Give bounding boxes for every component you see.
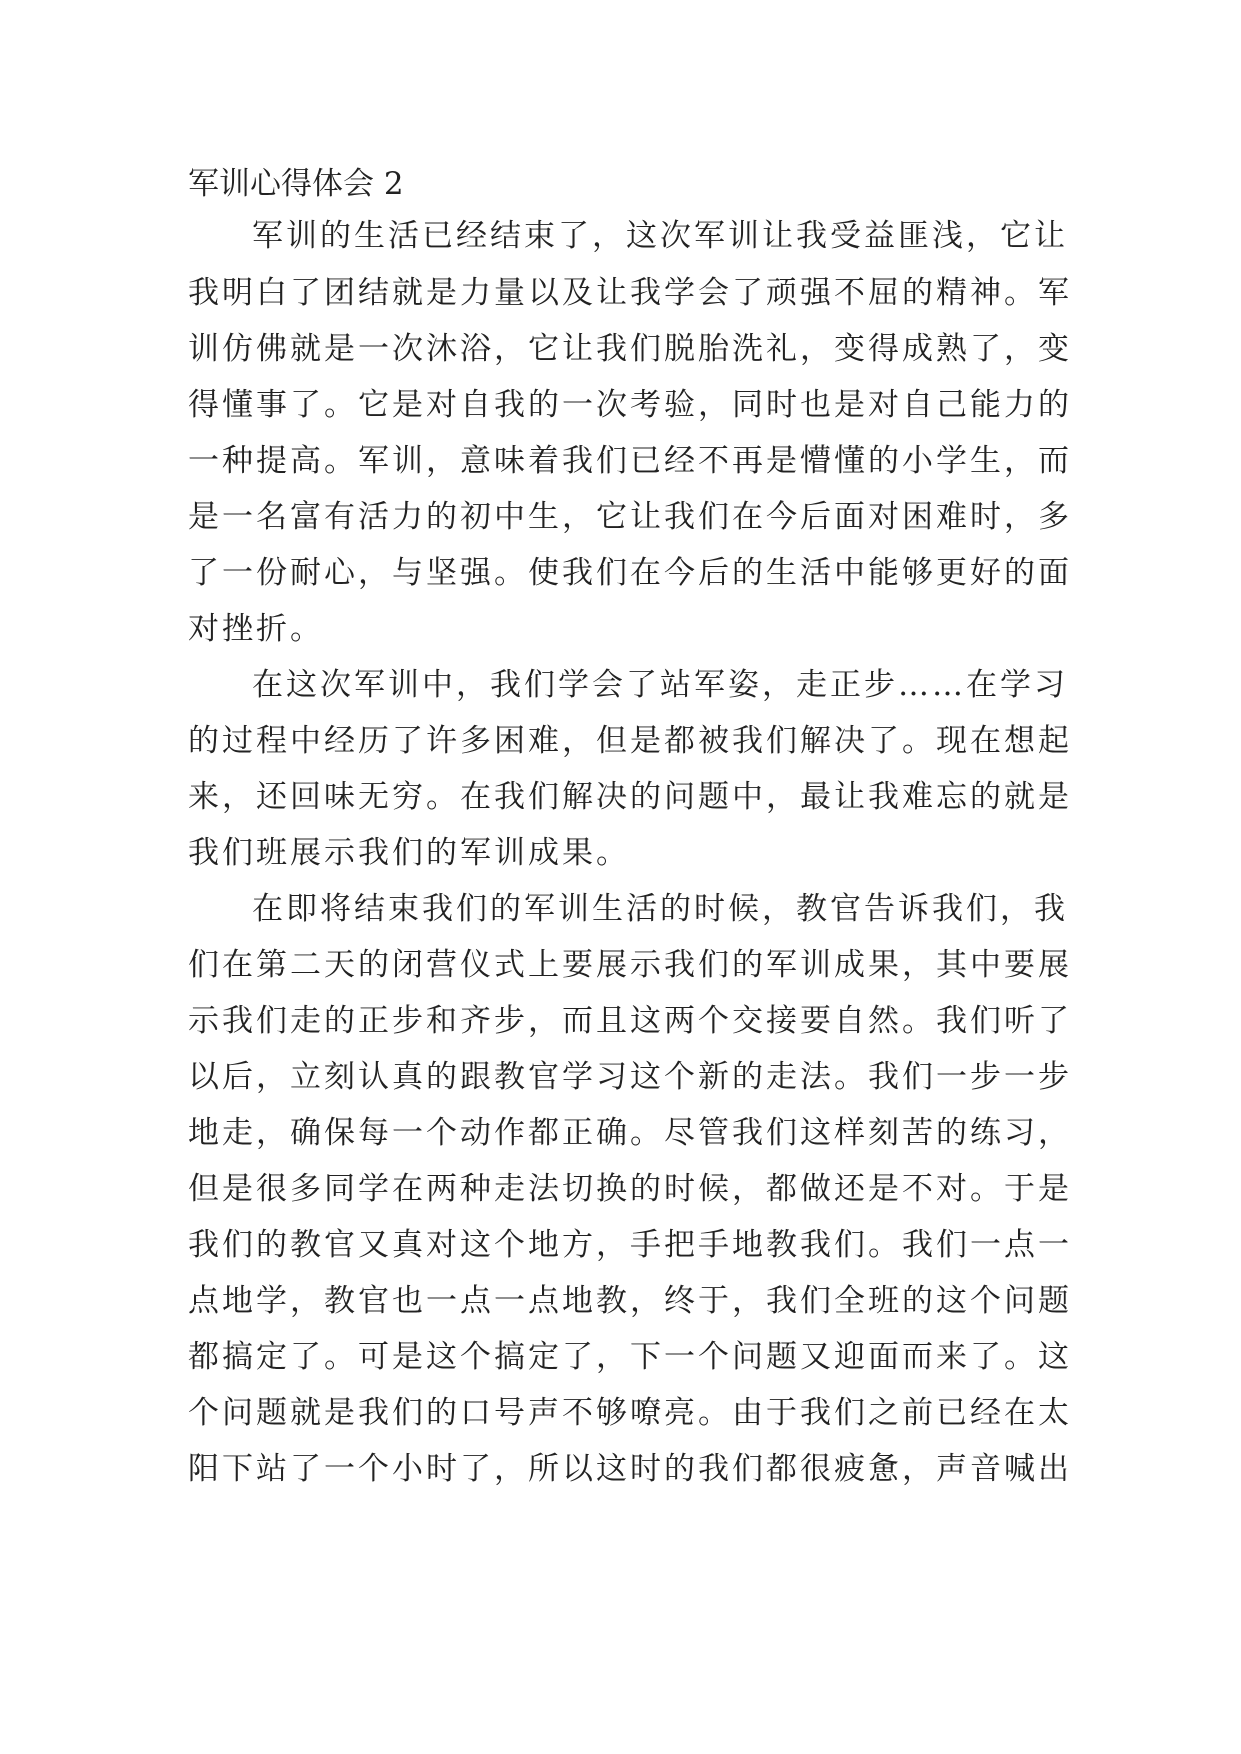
paragraph-1-line-1: 军训的生活已经结束了，这次军训让我受益匪浅，它让: [252, 218, 1068, 254]
paragraph-2-line-2: 的过程中经历了许多困难，但是都被我们解决了。现在想起: [188, 723, 1072, 759]
paragraph-1-line-4: 得懂事了。它是对自我的一次考验，同时也是对自己能力的: [188, 387, 1072, 423]
document-title: 军训心得体会 2: [188, 166, 404, 202]
paragraph-3-line-6: 但是很多同学在两种走法切换的时候，都做还是不对。于是: [188, 1171, 1072, 1207]
paragraph-1-line-6: 是一名富有活力的初中生，它让我们在今后面对困难时，多: [188, 499, 1072, 535]
paragraph-1-line-5: 一种提高。军训，意味着我们已经不再是懵懂的小学生，而: [188, 443, 1072, 479]
paragraph-3-line-11: 阳下站了一个小时了，所以这时的我们都很疲惫，声音喊出: [188, 1451, 1072, 1487]
paragraph-2-line-1: 在这次军训中，我们学会了站军姿，走正步……在学习: [252, 667, 1068, 703]
paragraph-3-line-9: 都搞定了。可是这个搞定了，下一个问题又迎面而来了。这: [188, 1339, 1072, 1375]
paragraph-1-line-3: 训仿佛就是一次沐浴，它让我们脱胎洗礼，变得成熟了，变: [188, 331, 1072, 367]
paragraph-3-line-10: 个问题就是我们的口号声不够嘹亮。由于我们之前已经在太: [188, 1395, 1072, 1431]
paragraph-1-line-7: 了一份耐心，与坚强。使我们在今后的生活中能够更好的面: [188, 555, 1072, 591]
paragraph-3-line-8: 点地学，教官也一点一点地教，终于，我们全班的这个问题: [188, 1283, 1072, 1319]
paragraph-1-line-8: 对挫折。: [188, 611, 324, 647]
paragraph-3-line-1: 在即将结束我们的军训生活的时候，教官告诉我们，我: [252, 891, 1068, 927]
paragraph-3-line-2: 们在第二天的闭营仪式上要展示我们的军训成果，其中要展: [188, 947, 1072, 983]
paragraph-3-line-4: 以后，立刻认真的跟教官学习这个新的走法。我们一步一步: [188, 1059, 1072, 1095]
paragraph-3-line-7: 我们的教官又真对这个地方，手把手地教我们。我们一点一: [188, 1227, 1072, 1263]
paragraph-2-line-3: 来，还回味无穷。在我们解决的问题中，最让我难忘的就是: [188, 779, 1072, 815]
paragraph-1-line-2: 我明白了团结就是力量以及让我学会了顽强不屈的精神。军: [188, 275, 1072, 311]
paragraph-2-line-4: 我们班展示我们的军训成果。: [188, 835, 630, 871]
paragraph-3-line-3: 示我们走的正步和齐步，而且这两个交接要自然。我们听了: [188, 1003, 1072, 1039]
paragraph-3-line-5: 地走，确保每一个动作都正确。尽管我们这样刻苦的练习，: [188, 1115, 1072, 1151]
